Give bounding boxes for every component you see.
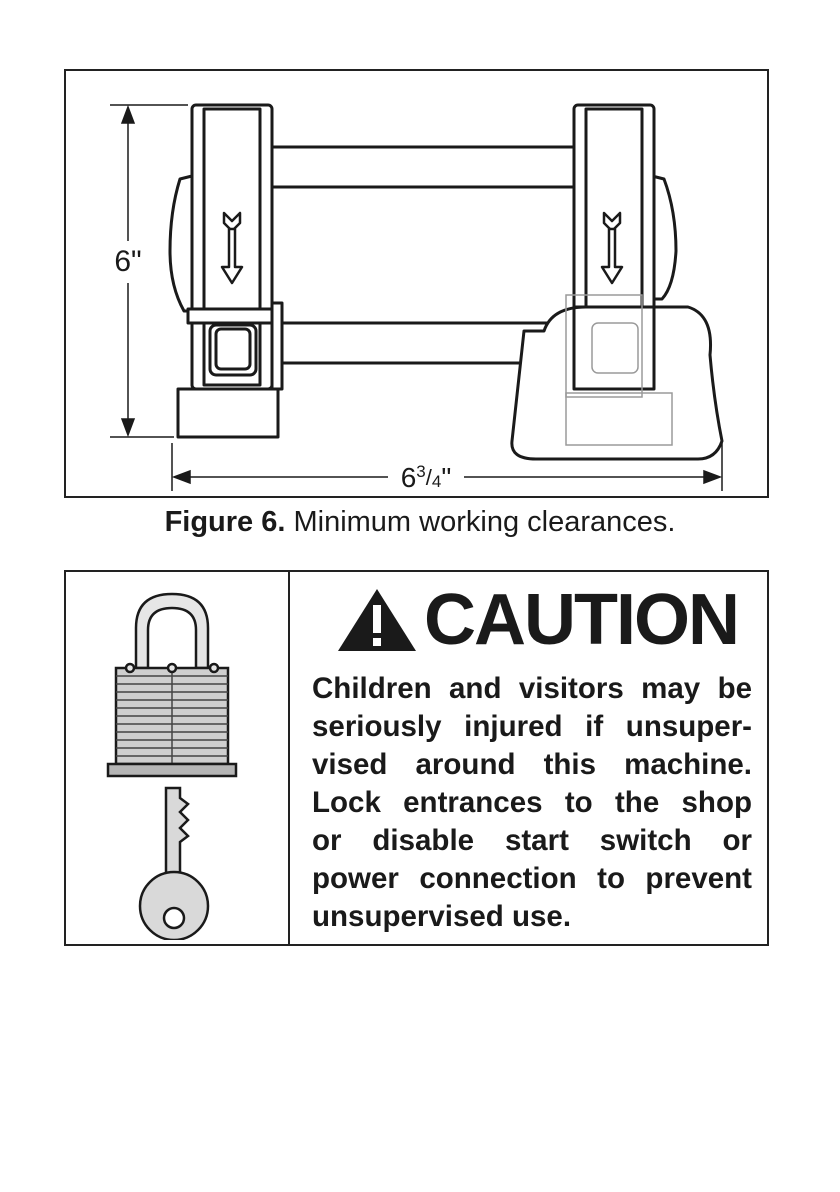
figure-frame <box>64 69 769 498</box>
caution-line: or disable start switch or <box>312 824 752 857</box>
width-label: $6^3_/4$" <box>400 462 452 493</box>
caution-line: seriously injured if unsuper- <box>312 710 752 743</box>
upper-tube <box>271 147 579 187</box>
padlock-icon <box>108 594 236 776</box>
caution-line: Lock entrances to the shop <box>312 786 752 819</box>
caution-box <box>64 570 769 946</box>
caution-heading: CAUTION <box>424 580 738 660</box>
left-lower-cup-inner <box>216 329 250 369</box>
clearance-diagram <box>66 71 767 496</box>
figure-caption <box>0 506 840 539</box>
right-pedestal <box>512 307 722 459</box>
caution-line: power connection to prevent <box>312 862 752 895</box>
lock-and-key-illustration <box>96 580 246 940</box>
caution-line: Children and visitors may be <box>312 672 752 705</box>
key-icon <box>140 788 208 940</box>
caution-divider <box>288 572 290 944</box>
left-base-block <box>178 389 278 437</box>
figure-caption-label: Figure 6. <box>164 506 286 538</box>
right-end-cap <box>652 176 676 299</box>
left-clamp-band <box>188 309 274 323</box>
left-end-cap <box>170 176 192 311</box>
height-label: 6" <box>114 245 142 278</box>
left-bracket <box>272 303 282 389</box>
figure-caption-text: Minimum working clearances. <box>285 506 676 538</box>
caution-header <box>336 580 738 660</box>
warning-triangle-icon <box>336 587 418 653</box>
caution-message <box>312 670 752 936</box>
caution-line: unsupervised use. <box>312 900 572 933</box>
caution-line: vised around this machine. <box>312 748 752 781</box>
